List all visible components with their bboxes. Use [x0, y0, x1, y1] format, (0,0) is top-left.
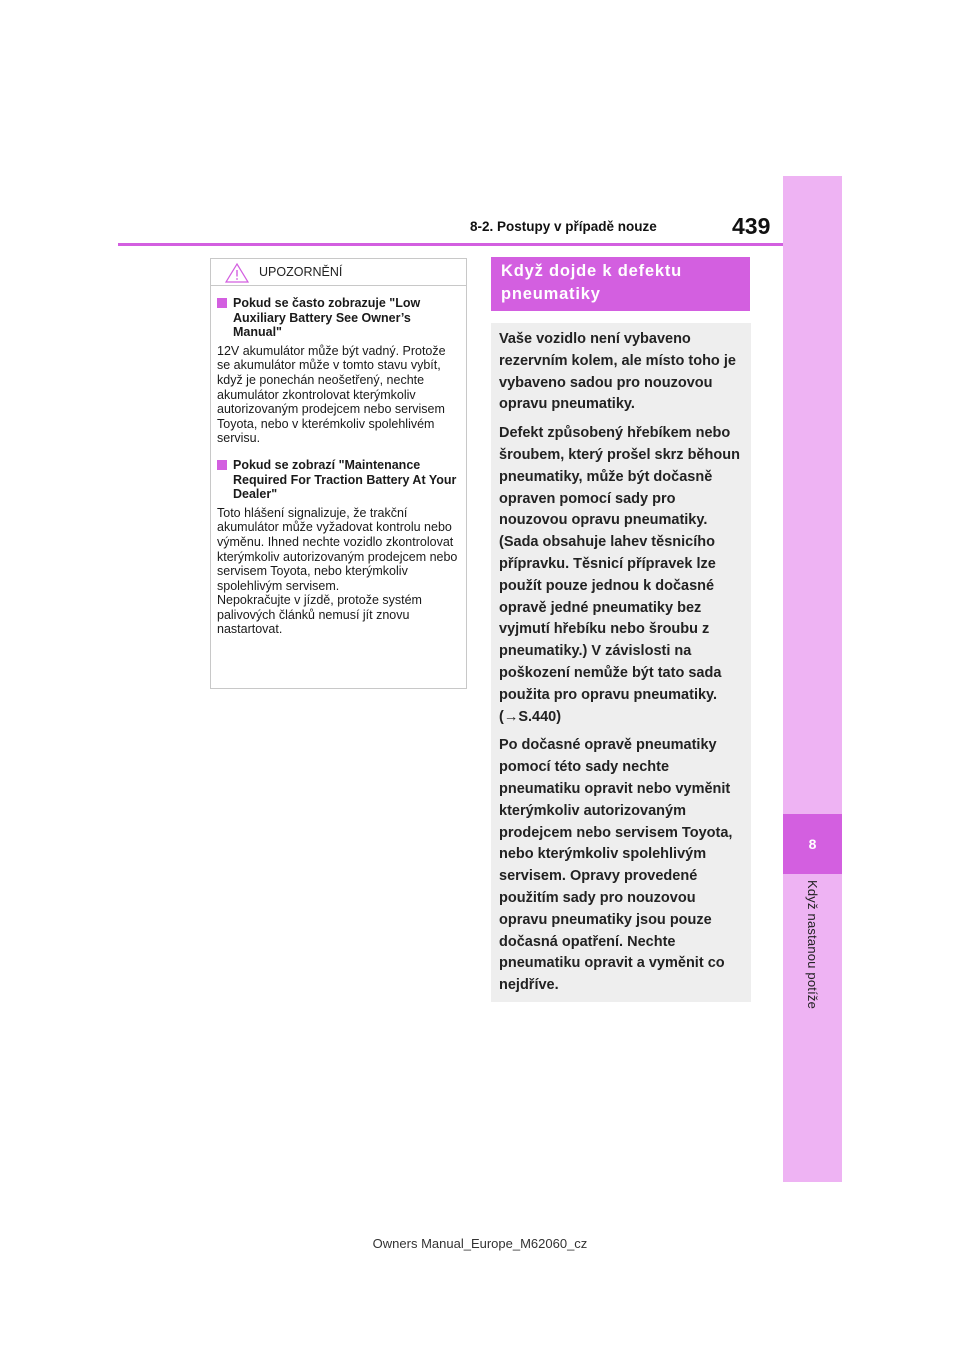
- tire-paragraph: Po dočasné opravě pneumatiky pomocí této sady nechte pneumatiku opravit nebo vyměnit kterýmkoliv autorizovaným prodejcem nebo servisem Toyota, nebo kterýmkoliv spolehlivým servisem. Opravy provedené použitím sady pro nouzovou opravu pneumatiky jsou pouze dočasná opatření. Nechte pneumatiku opravit a vyměnit co nejdříve.: [499, 737, 733, 994]
- warning-item-text: Nepokračujte v jízdě, protože systém palivových článků nemusí jít znovu nastartovat.: [217, 593, 422, 637]
- square-bullet-icon: [217, 460, 227, 470]
- page-footer: Owners Manual_Europe_M62060_cz: [372, 1236, 588, 1251]
- warning-triangle-icon: [225, 263, 249, 283]
- warning-item-heading: Pokud se zobrazí "Maintenance Required For Traction Battery At Your Dealer": [217, 458, 460, 502]
- tire-info-panel: [491, 323, 751, 1002]
- tire-section-heading: Když dojde k defektu pneumatiky: [491, 257, 750, 311]
- tire-paragraph: Vaše vozidlo není vybaveno rezervním kolem, ale místo toho je vybaveno sadou pro nouzovou opravu pneumatiky.: [499, 331, 736, 413]
- warning-box: [210, 258, 467, 689]
- chapter-number: 8: [783, 814, 842, 874]
- warning-item-heading: Pokud se často zobrazuje "Low Auxiliary Battery See Owner’s Manual": [217, 296, 460, 340]
- warning-title: UPOZORNĚNÍ: [259, 265, 343, 279]
- warning-item-text: 12V akumulátor může být vadný. Protože se akumulátor může v tomto stavu vybít, když je ponechán neošetřený, nechte akumulátor zkontrolovat kterýmkoliv autorizovaným prodejcem nebo servisem Toyota, nebo v kterémkoliv spolehlivém servisu.: [217, 343, 446, 446]
- square-bullet-icon: [217, 298, 227, 308]
- chapter-label-text: Když nastanou potíže: [805, 880, 820, 1010]
- header-divider: [118, 243, 783, 246]
- warning-header: [211, 259, 466, 286]
- page-number: 439: [732, 213, 771, 239]
- warning-item-text: Toto hlášení signalizuje, že trakční akumulátor může vyžadovat kontrolu nebo výměnu. Ihned nechte vozidlo zkontrolovat kterýmkoliv autorizovaným prodejcem nebo servisem Toyota, nebo kterýmkoliv spolehlivým servisem.: [217, 505, 458, 593]
- warning-body: [211, 286, 466, 637]
- section-title: 8-2. Postupy v případě nouze: [470, 219, 657, 234]
- tire-paragraph: Defekt způsobený hřebíkem nebo šroubem, který prošel skrz běhoun pneumatiky, může být dočasně opraven pomocí sady pro nouzovou opravu pneumatiky. (Sada obsahuje lahev těsnicího přípravku. Těsnicí přípravek lze použít pouze jednou k dočasné opravě jedné pneumatiky bez vyjmutí hřebíku nebo šroubu z pneumatiky.) V závislosti na poškození nemůže být tato sada použita pro opravu pneumatiky. (→S.440): [499, 425, 740, 725]
- chapter-label: [783, 880, 842, 1040]
